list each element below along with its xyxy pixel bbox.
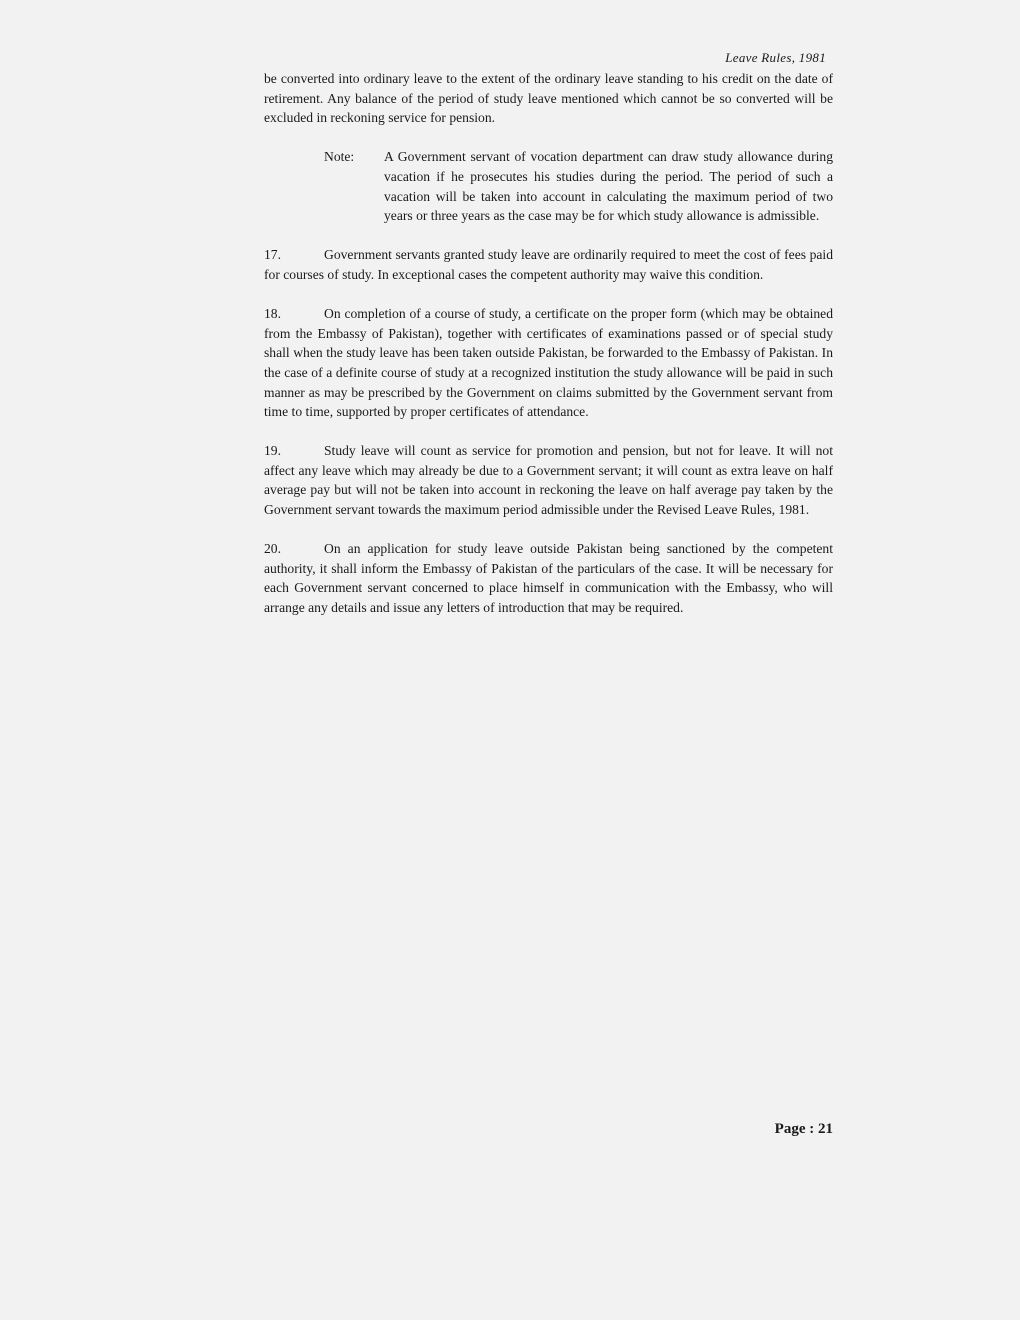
paragraph-number: 19. <box>264 443 281 459</box>
paragraph-19 <box>264 441 833 519</box>
paragraph-number: 18. <box>264 306 281 322</box>
paragraph-number: 17. <box>264 247 281 263</box>
paragraph-text: On an application for study leave outside Pakistan being sanctioned by the competent authority, it shall inform the Embassy of Pakistan of the particulars of the case. It will be necessary for each Government servant concerned to place himself in communication with the Embassy, who will arrange any details and issue any letters of introduction that may be required. <box>264 541 833 616</box>
paragraph-text: On completion of a course of study, a certificate on the proper form (which may be obtained from the Embassy of Pakistan), together with certificates of examinations passed or of special study shall when the study leave has been taken outside Pakistan, be forwarded to the Embassy of Pakistan. In the case of a definite course of study at a recognized institution the study allowance will be paid in such manner as may be prescribed by the Government on claims submitted by the Government servant from time to time, supported by proper certificates of attendance. <box>264 306 833 420</box>
paragraph-20 <box>264 539 833 617</box>
document-body <box>264 69 833 637</box>
continuation-paragraph: be converted into ordinary leave to the extent of the ordinary leave standing to his credit on the date of retirement. Any balance of the period of study leave mentioned which cannot be so converted will be excluded in reckoning service for pension. <box>264 71 833 126</box>
page-number: Page : 21 <box>774 1121 833 1137</box>
note-text: A Government servant of vocation department can draw study allowance during vacation if he prosecutes his studies during the period. The period of such a vacation will be taken into account in calculating the maximum period of two years or three years as the case may be for which study allowance is admissible. <box>384 149 833 224</box>
paragraph-18 <box>264 304 833 422</box>
note-block <box>264 147 833 225</box>
running-header: Leave Rules, 1981 <box>725 50 826 65</box>
paragraph-text: Government servants granted study leave are ordinarily required to meet the cost of fees paid for courses of study. In exceptional cases the competent authority may waive this condition. <box>264 247 833 282</box>
paragraph-17 <box>264 245 833 284</box>
paragraph-number: 20. <box>264 541 281 557</box>
paragraph-text: Study leave will count as service for promotion and pension, but not for leave. It will not affect any leave which may already be due to a Government servant; it will count as extra leave on half average pay but will not be taken into account in reckoning the leave on half average pay taken by the Government servant towards the maximum period admissible under the Revised Leave Rules, 1981. <box>264 443 833 518</box>
note-label: Note: <box>324 149 355 165</box>
